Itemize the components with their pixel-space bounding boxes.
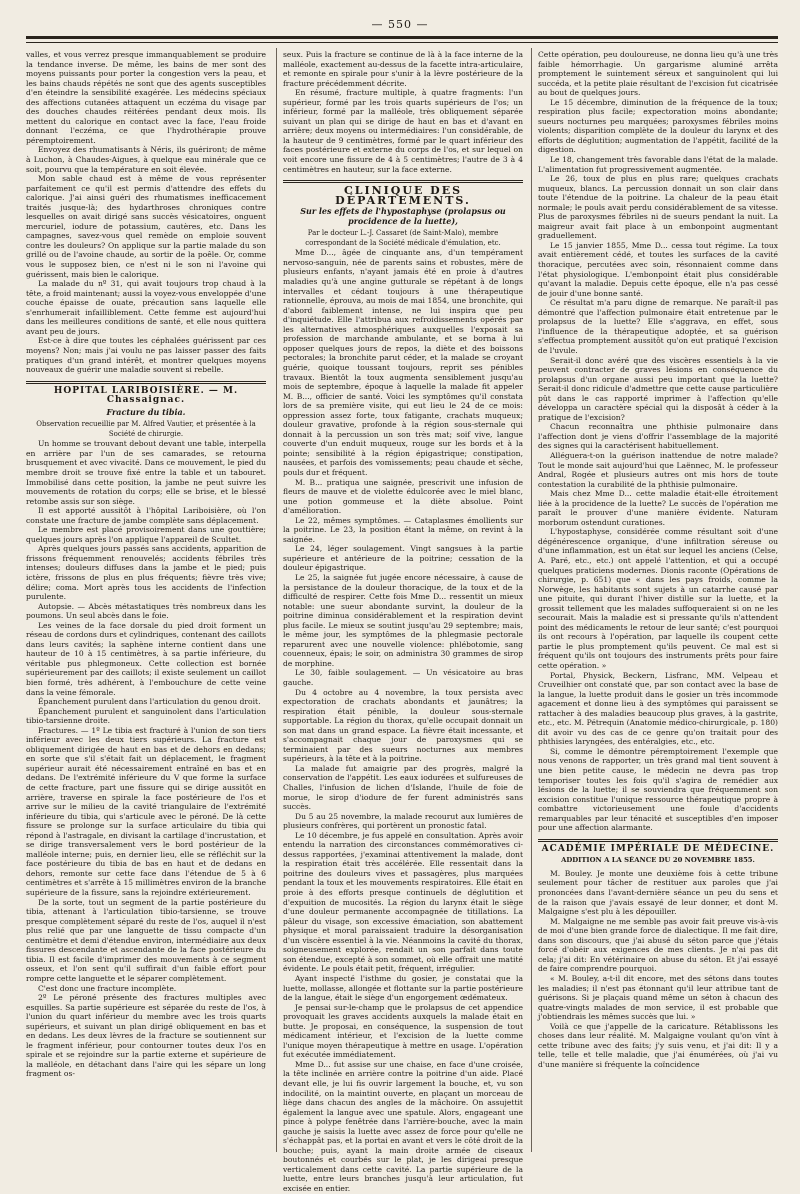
section-rule	[26, 381, 266, 384]
paragraph: Le 10 décembre, je fus appelé en consultation. Après avoir entendu la narration des circonstances commémoratives ci-dessus rapportées, j'examinai attentivement la malade, dont la respiration était très accélérée. Elle ressentait dans la poitrine des douleurs vives et passagères, plus marquées pendant la toux et les mouvements respiratoires. Elle était en proie à des efforts presque continuels de déglutition et d'expuition de mucosités. La région du larynx était le siège d'une douleur permanente accompagnée de titillations. La pâleur du visage, son excessive émaciation, son abattement physique et moral paraissaient traduire la désorganisation d'un viscère essentiel à la vie. Néanmoins la cavité du thorax, soigneusement explorée, rendait un son parfait dans toute son étendue, excepté à son sommet, où elle offrait une matité évidente. Le pouls était petit, fréquent, irrégulier.	[283, 830, 523, 974]
paragraph: Autopsie. — Abcès métastatiques très nombreux dans les poumons. Un seul abcès dans le foie.	[26, 601, 266, 621]
column-1	[26, 50, 266, 1150]
section-title: CLINIQUE DES DÉPARTEMENTS.	[335, 184, 471, 207]
paragraph: Mme D..., âgée de cinquante ans, d'un tempérament nervoso-sanguin, née de parents sains et robustes, mère de plusieurs enfants, n'ayant jamais été en proie à d'autres maladies qu'à une angine gutturale se répétant à de longs intervalles et cédant toujours à une thérapeutique rationnelle, éprouva, au mois de mai 1854, une bronchite, qui d'abord faiblement intense, ne lui inspira que peu d'inquiétude. Elle l'attribua aux refroidissements opérés par les alternatives atmosphériques auxquelles l'exposait sa profession de marchande ambulante, et se borna à lui opposer quelques jours de repos, la diète et des boissons pectorales; la bronchite parut céder, et la malade se croyant guérie, quoique toussant toujours, reprit ses pénibles travaux. Bientôt la toux augmenta sensiblement jusqu'au mois de septembre, époque à laquelle la malade fit appeler M. B..., officier de santé. Voici les symptômes qu'il constata lors de sa première visite, qui eut lieu le 24 de ce mois: oppression assez forte, toux fatigante, crachats muqueux; douleur gravative, profonde à la région sous-sternale qui donnait à la percussion un son très mat; soif vive, langue couverte d'un enduit muqueux, rouge sur les bords et à la pointe; sensibilité à la région épigastrique; constipation, nausées, et parfois des vomissements; peau chaude et sèche, pouls dur et fréquent.	[283, 248, 523, 477]
paragraph: seux. Puis la fracture se continue de là à la face interne de la malléole, exactement au-dessus de la facette intra-articulaire, et remonte en spirale pour s'unir à la lèvre postérieure de la fracture précédemment décrite.	[283, 50, 523, 88]
paragraph: Un homme se trouvant debout devant une table, interpella en arrière par l'un de ses camarades, se retourna brusquement et avec vivacité. Dans ce mouvement, le pied du membre droit se trouve fixé entre la table et un tabouret. Immobilisé dans cette position, la jambe ne peut suivre les mouvements de rotation du corps; elle se brise, et le blessé retombe assis sur son siège.	[26, 439, 266, 506]
paragraph: Alléguera-t-on la guérison inattendue de notre malade? Tout le monde sait aujourd'hui que Laënnec, M. le professeur Andral, Rogée et plusieurs autres ont mis hors de toute contestation la curabilité de la phthisie pulmonaire.	[538, 450, 778, 489]
paragraph: Je pensai sur-le-champ que le prolapsus de cet appendice provoquait les graves accidents auxquels la malade était en butte. Je proposai, en conséquence, la suspension de tout médicament intérieur, et l'excision de la luette comme l'unique moyen thérapeutique à mettre en usage. L'opération fut exécutée immédiatement.	[283, 1002, 523, 1060]
paragraph: Le 15 décembre, diminution de la fréquence de la toux; respiration plus facile; expectoration moins abondante; sueurs nocturnes peu marquées; paroxysmes fébriles moins violents; disparition complète de la douleur du larynx et des efforts de déglutition; augmentation de l'appétit, facilité de la digestion.	[538, 97, 778, 155]
paragraph: Le 25, la saignée fut jugée encore nécessaire, à cause de la persistance de la douleur thoracique, de la toux et de la difficulté de respirer. Cette fois Mme D... ressentit un mieux notable: une sueur abondante survint, la douleur de la poitrine diminua considérablement et la respiration devint plus facile. Le mieux se soutint jusqu'au 29 septembre; mais, le même jour, les symptômes de la phlegmasie pectorale reparurent avec une nouvelle violence: phlébotomie, sang couenneux, épais; le soir, on administra 30 grammes de sirop de morphine.	[283, 572, 523, 668]
section-rule	[538, 839, 778, 842]
byline: Par le docteur L.-J. Cassaret (de Saint-Malo), membre correspondant de la Société médicale d'émulation, etc.	[305, 229, 501, 247]
page-number: — 550 —	[371, 18, 429, 31]
paragraph: Du 5 au 25 novembre, la malade recourut aux lumières de plusieurs confrères, qui portèrent un pronostic fatal.	[283, 811, 523, 831]
paragraph: valles, et vous verrez presque immanquablement se produire la tendance inverse. De même, les bains de mer sont des moyens puissants pour porter la congestion vers la peau, et les bains chauds répétés ne sont que des agents susceptibles d'en éteindre la sensibilité exagérée. Les médecins spéciaux des affections cutanées attaquent un eczéma du visage par des douches chaudes réitérées pendant deux mois. Ils mettent du calorique en contact avec la face, l'eau froide donnant l'eczéma, ce que l'hydrothérapie prouve péremptoirement.	[26, 50, 266, 145]
header-rule-thin	[26, 42, 778, 43]
paragraph: 2º Le péroné présente des fractures multiples avec esquilles. Sa partie supérieure est séparée du reste de l'os, à l'union du quart inférieur du membre avec les trois quarts supérieurs, et suivant un plan dirigé obliquement en bas et en dedans. Les deux lèvres de la fracture se soutiennent sur le fragment inférieur, pour contourner toutes deux l'os en spirale et se rejoindre sur la partie externe et supérieure de la malléole, en détachant dans l'aire qui les sépare un long fragment os-	[26, 993, 266, 1079]
column-3	[538, 50, 778, 1150]
paragraph: Épanchement purulent et sanguinolent dans l'articulation tibio-tarsienne droite.	[26, 706, 266, 726]
paragraph: Le 30, faible soulagement. — Un vésicatoire au bras gauche.	[283, 668, 523, 687]
paragraph: « M. Bouley, a-t-il dit encore, met des sétons dans toutes les maladies; il n'est pas étonnant qu'il leur attribue tant de guérisons. Si je plaçais quand même un séton à chacun des quatre-vingts malades de mon service, il est probable que j'obtiendrais les mêmes succès que lui. »	[538, 973, 778, 1022]
header-rule	[26, 36, 778, 39]
paragraph: Le 24, léger soulagement. Vingt sangsues à la partie supérieure et antérieure de la poitrine; cessation de la douleur épigastrique.	[283, 544, 523, 573]
section-subtitle: ADDITION A LA SÉANCE DU 20 NOVEMBRE 1855.	[561, 856, 755, 865]
observation-intro: Observation recueillie par M. Alfred Vautier, et présentée à la Société de chirurgie.	[36, 420, 256, 438]
paragraph: Ce résultat m'a paru digne de remarque. Ne paraît-il pas démontré que l'affection pulmonaire était entretenue par le prolapsus de la luette? Elle s'aggrava, en effet, sous l'influence de la thérapeutique adoptée, et sa guérison s'effectua promptement aussitôt qu'on eut pratiqué l'excision de l'uvule.	[538, 298, 778, 355]
paragraph: Mais chez Mme D... cette maladie était-elle étroitement liée à la procidence de la luette? Le succès de l'opération me paraît le prouver d'une manière évidente. Naturam morborum ostendunt curationes.	[538, 489, 778, 527]
paragraph: Il est apporté aussitôt à l'hôpital Lariboisière, où l'on constate une fracture de jambe complète sans déplacement.	[26, 506, 266, 525]
paragraph: C'est donc une fracture incomplète.	[38, 983, 177, 993]
paragraph: Voilà ce que j'appelle de la caricature. Rétablissons les choses dans leur réalité. M. Malgaigne voulant qu'on vînt à cette tribune avec des faits; j'y suis venu, et j'ai dit: Il y a telle, telle et telle maladie, que j'ai énumérées, où j'ai vu d'une manière si fréquente la coïncidence	[538, 1021, 778, 1069]
section-subtitle: Sur les effets de l'hypostaphyse (prolapsus ou procidence de la luette),	[300, 206, 506, 226]
paragraph: Le 22, mêmes symptômes. — Cataplasmes émollients sur la poitrine. Le 23, la position étant la même, on revint à la saignée.	[283, 515, 523, 544]
paragraph: La malade du nº 31, qui avait toujours trop chaud à la tête, a froid maintenant; aussi la voyez-vous enveloppée d'une couche épaisse de ouate, précaution sans laquelle elle s'enrhumerait infailliblement. Cette femme est aujourd'hui dans les meilleures conditions de santé, et elle nous quittera avant peu de jours.	[26, 279, 266, 336]
paragraph: Serait-il donc avéré que des viscères essentiels à la vie peuvent contracter de graves lésions en conséquence du prolapsus d'un organe aussi peu important que la luette? Serait-il donc ridicule d'admettre que cette cause particulière pût dans le cas rapporté imprimer à l'affection qu'elle développa un caractère spécial qui la disposât à céder à la pratique de l'excision?	[538, 355, 778, 422]
paragraph: Le 18, changement très favorable dans l'état de la malade. L'alimentation fut progressivement augmentée.	[538, 155, 778, 174]
paragraph: Est-ce à dire que toutes les céphalées guérissent par ces moyens? Non; mais j'ai voulu ne pas laisser passer des faits pratiques d'un grand intérêt, et montrer quelques moyens nouveaux de guérir une maladie souvent si rebelle.	[26, 336, 266, 375]
paragraph: Mme D... fut assise sur une chaise, en face d'une croisée, la tête inclinée en arrière contre la poitrine d'un aide. Placé devant elle, je lui fis ouvrir largement la bouche, et, vu son indocilité, on la maintint ouverte, en plaçant un morceau de liège dans chacun des angles de la mâchoire. On assujettit également la langue avec une spatule. Alors, engageant une pince à polype fenêtrée dans l'arrière-bouche, avec la main gauche je saisis la luette avec assez de force pour qu'elle ne s'échappât pas, et la portai en avant et vers le côté droit de la bouche; puis, ayant la main droite armée de ciseaux boutonnés et courbés sur le plat, je les dirigeai presque verticalement dans cette cavité. La partie supérieure de la luette, entre leurs branches jusqu'à leur articulation, fut excisée en entier.	[283, 1059, 523, 1193]
paragraph: Fractures. — 1º Le tibia est fracturé à l'union de son tiers inférieur avec les deux tiers supérieurs. La fracture est obliquement dirigée de haut en bas et de dehors en dedans; en sorte que s'il s'était fait un déplacement, le fragment supérieur aurait été nécessairement entraîné en bas et en dedans. De l'extrémité inférieure du V que forme la surface de cette fracture, part une fissure qui se dirige aussitôt en arrière, traverse en spirale la face postérieure de l'os et arrive sur le milieu de la cavité triangulaire de l'extrémité inférieure du tibia, qui s'articule avec le péroné. De là cette fissure se prolonge sur la surface articulaire du tibia qui répond à l'astragale, en divisant la cartilage d'incrustation, et se dirige transversalement vers le bord postérieur de la malléole interne; puis, en dernier lieu, elle se réfléchit sur la face postérieure du tibia de bas en haut et de dedans en dehors, remonte sur cette face dans l'étendue de 5 à 6 centimètres et s'arrête à 15 millimètres environ de la branche supérieure de la fissure, sans la rejoindre extérieurement.	[26, 725, 266, 898]
paragraph: Si, comme le démontre péremptoirement l'exemple que nous venons de rapporter, un très grand mal tient souvent à une bien petite cause, le médecin ne devra pas trop temporiser toutes les fois qu'il s'agira de remédier aux lésions de la luette; il se souviendra que fréquemment son excision constitue l'unique ressource thérapeutique propre à combattre victorieusement une foule d'accidents remarquables par leur ténacité et susceptibles d'en imposer pour une affection alarmante.	[538, 746, 778, 833]
paragraph: M. B... pratiqua une saignée, prescrivit une infusion de fleurs de mauve et de violette édulcorée avec le miel blanc, une potion gommeuse et la diète absolue. Point d'amélioration.	[283, 477, 523, 516]
paragraph: Envoyez des rhumatisants à Néris, ils guériront; de même à Luchon, à Chaudes-Aigues, à quelque eau minérale que ce soit, pourvu que la température en soit élevée.	[26, 145, 266, 174]
paragraph: Portal, Physick, Beckern, Lisfranc, MM. Velpeau et Cruveilhier ont constaté que, par son contact avec la base de la langue, la luette produit dans le gosier un très incommode agacement et donne lieu à des symptômes qui paraissent se rattacher à des maladies beaucoup plus graves, à la gastrite, etc., etc. M. Pétrequin (Anatomie médico-chirurgicale, p. 180) dit avoir vu des cas de ce genre qu'on traitait pour des phthisies laryngées, des entéralgies, etc., etc.	[538, 670, 778, 747]
paragraph: De la sorte, tout un segment de la partie postérieure du tibia, attenant à l'articulation tibio-tarsienne, se trouve presque complètement séparé du reste de l'os, auquel il n'est plus relié que par une languette de tissu compacte d'un centimètre et demi d'étendue environ, intermédiaire aux deux fissures descendante et ascendante de la face postérieure du tibia. Il est facile d'imprimer des mouvements à ce segment osseux, et l'on sent qu'il suffirait d'un faible effort pour rompre cette languette et le séparer complètement.	[26, 897, 266, 983]
paragraph: Mon sable chaud est à même de vous représenter parfaitement ce qu'il est permis d'attendre des effets du calorique. J'ai ainsi guéri des rhumatismes inefficacement traités jusque-là; des hydarthroses chroniques contre lesquelles on avait dirigé sans succès vésicatoires, onguent mercuriel, iodure de potassium, cautères, etc. Dans les campagnes, savez-vous quel remède on emploie souvent contre les douleurs? On applique sur la partie malade du son grillé ou de l'avoine chaude, au sortir de la poêle. Or, comme vous le supposez bien, ce n'est ni le son ni l'avoine qui guérissent, mais bien le calorique.	[26, 174, 266, 279]
paragraph: La malade fut amaigrie par des progrès, malgré la conservation de l'appétit. Les eaux iodurées et sulfureuses de Challes, l'infusion de lichen d'Islande, l'huile de foie de morue, le sirop d'iodure de fer furent administrés sans succès.	[283, 763, 523, 812]
paragraph: Le 15 janvier 1855, Mme D... cessa tout régime. La toux avait entièrement cédé, et toutes les surfaces de la cavité thoracique, percutées avec soin, résonnaient comme dans l'état physiologique. L'embonpoint était plus considérable qu'avant la maladie. Depuis cette époque, elle n'a pas cessé de jouir d'une bonne santé.	[538, 240, 778, 298]
paragraph: M. Bouley. Je monte une deuxième fois à cette tribune seulement pour tâcher de restituer aux paroles que j'ai prononcées dans l'avant-dernière séance un peu du sens et de la raison que j'avais essayé de leur donner, et dont M. Malgaigne s'est plu à les dépouiller.	[538, 868, 778, 917]
section-rule	[283, 180, 523, 183]
paragraph: Du 4 octobre au 4 novembre, la toux persista avec expectoration de crachats abondants et jaunâtres; la respiration était pénible, la douleur sous-sternale supportable. La région du thorax, qu'elle occupait donnait un son mat dans un grand espace. La fièvre était incessante, et s'accompagnait chaque jour de paroxysmes qui se terminaient par des sueurs nocturnes aux membres supérieurs, à la tête et à la poitrine.	[283, 687, 523, 764]
paragraph: Chacun reconnaîtra une phthisie pulmonaire dans l'affection dont je viens d'offrir l'assemblage de la majorité des signes qui la caractérisent habituellement.	[538, 422, 778, 451]
section-title: ACADÉMIE IMPÉRIALE DE MÉDECINE.	[541, 843, 775, 854]
paragraph: Le 26, toux de plus en plus rare; quelques crachats muqueux, blancs. La percussion donnait un son clair dans toute l'étendue de la poitrine. La chaleur de la peau était normale; le pouls avait perdu considérablement de sa vitesse. Plus de paroxysmes fébriles ni de sueurs pendant la nuit. La maigreur avait fait place à un embonpoint augmentant graduellement.	[538, 174, 778, 241]
paragraph: Après quelques jours passés sans accidents, apparition de frissons fréquemment renouvelés; accidents fébriles très intenses; douleurs diffuses dans la jambe et le pied; puis ictère, frissons de plus en plus fréquents; fièvre très vive; délire; coma. Mort après tous les accidents de l'infection purulente.	[26, 544, 266, 602]
column-divider	[276, 48, 277, 1152]
section-subtitle: Fracture du tibia.	[106, 406, 186, 417]
paragraph: L'hypostaphyse, considérée comme résultant soit d'une dégénérescence organique, d'une infiltration séreuse ou d'une inflammation, est un état sur lequel les anciens (Celse, A. Paré, etc., etc.) ont appelé l'attention, et qui a occupé quelques praticiens modernes. Dionis raconte (Opérations de chirurgie, p. 651) que « dans les pays froids, comme la Norwège, les habitants sont sujets à un catarrhe causé par une pituite, qui durant l'hiver distille sur la luette, et la grossit tellement que les malades suffoqueraient si on ne les secourait. Mais la maladie est si pressante qu'ils n'attendent point des médicaments le retour de leur santé; c'est pourquoi ils ont recours à l'opération, par laquelle ils coupent cette partie le plus promptement qu'ils peuvent. Ce mal est si fréquent qu'ils ont toujours des instruments prêts pour faire cette opération. »	[538, 527, 778, 670]
paragraph: En résumé, fracture multiple, à quatre fragments: l'un supérieur, formé par les trois quarts supérieurs de l'os; un inférieur, formé par la malléole, très obliquement séparée suivant un plan qui se dirige de haut en bas et d'avant en arrière; deux moyens ou intermédiaires: l'un considérable, de la hauteur de 9 centimètres, formé par le quart inférieur des faces postérieure et externe du corps de l'os, et sur lequel on voit encore une fissure de 4 à 5 centimètres; l'autre de 3 à 4 centimètres en hauteur, sur la face externe.	[283, 88, 523, 174]
paragraph: M. Malgaigne ne me semble pas avoir fait preuve vis-à-vis de moi d'une bien grande force de dialectique. Il me fait dire, dans son discours, que j'ai abusé du séton parce que j'étais forcé d'obéir aux exigences de mes clients. Je n'ai pas dit cela; j'ai dit: En vétérinaire on abuse du séton. Et j'ai essayé de faire comprendre pourquoi.	[538, 916, 778, 974]
section-title: HOPITAL LARIBOISIÈRE. — M. Chassaignac.	[53, 385, 239, 406]
column-2	[283, 50, 523, 1193]
paragraph: Épanchement purulent dans l'articulation du genou droit.	[38, 697, 261, 707]
paragraph: Ayant inspecté l'isthme du gosier, je constatai que la luette, mollasse, allongée et flottante sur la partie postérieure de la langue, était le siège d'un engorgement œdémateux.	[283, 973, 523, 1003]
paragraph: Le membre est placé provisoirement dans une gouttière; quelques jours après l'on applique l'appareil de Scultet.	[26, 525, 266, 544]
paragraph: Les veines de la face dorsale du pied droit forment un réseau de cordons durs et cylindriques, contenant des caillots dans leurs cavités; la saphène interne contient dans une hauteur de 10 à 15 centimètres, à sa partie inférieure, du véritable pus phlegmoneux. Cette collection est bornée supérieurement par des caillots; il existe seulement un caillot bien formé, très adhérent, à l'embouchure de cette veine dans la veine fémorale.	[26, 620, 266, 697]
column-divider	[531, 48, 532, 1152]
paragraph: Cette opération, peu douloureuse, ne donna lieu qu'à une très faible hémorrhagie. Un gargarisme aluminé arrêta promptement le suintement séreux et sanguinolent qui lui succéda, et la petite plaie résultant de l'excision fut cicatrisée au bout de quelques jours.	[538, 50, 778, 98]
